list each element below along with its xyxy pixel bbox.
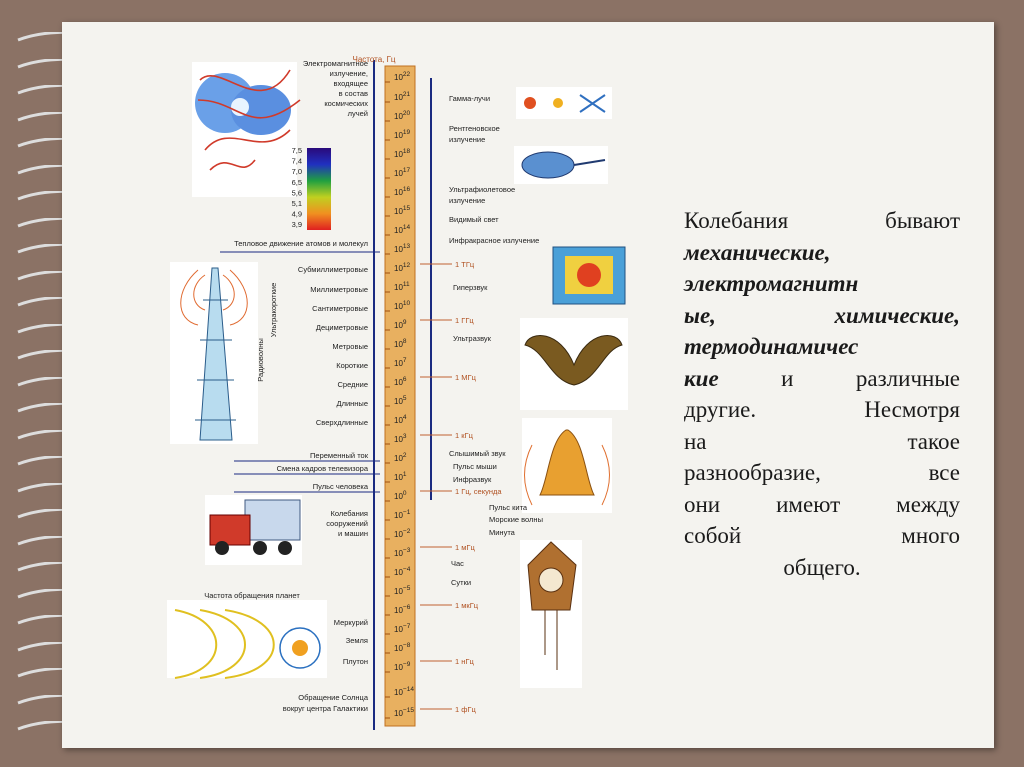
- planet-label: Земля: [345, 636, 368, 645]
- tick-label: $10^2$: [394, 452, 407, 463]
- vibration-label: сооружений: [326, 519, 368, 528]
- unit-label: 1 Гц, секунда: [455, 487, 502, 496]
- tick-label: $10^{-2}$: [394, 528, 411, 539]
- main-paragraph: [684, 205, 960, 583]
- para-line: термодинамичес: [684, 334, 859, 359]
- tick-label: $10^{15}$: [394, 205, 411, 216]
- tick-label: $10^{-6}$: [394, 604, 411, 615]
- spectrum-value: 7,0: [291, 167, 302, 177]
- right-label: Гамма-лучи: [449, 94, 491, 103]
- right-label: излучение: [449, 135, 486, 144]
- bell-illustration: [522, 418, 612, 513]
- vibration-label: и машин: [338, 529, 368, 538]
- radio-band-label: Субмиллиметровые: [297, 265, 368, 274]
- tick-label: $10^{-15}$: [394, 707, 414, 718]
- para-line: ые, химические,: [684, 302, 960, 328]
- right-label: Рентгеновское: [449, 124, 500, 133]
- spectrum-value: 5,1: [291, 199, 302, 208]
- tick-label: $10^6$: [394, 376, 407, 387]
- em-label: входящее: [333, 79, 368, 88]
- em-label: лучей: [347, 109, 368, 118]
- right-label: Гиперзвук: [453, 283, 488, 292]
- tick-label: $10^{-5}$: [394, 585, 411, 596]
- tick-label: $10^4$: [394, 414, 407, 425]
- unit-label: 1 МГц: [455, 373, 476, 382]
- xray-tube-illustration: [514, 146, 608, 184]
- right-label: Инфразвук: [453, 475, 492, 484]
- planet-label: Плутон: [342, 657, 368, 666]
- radio-band-label: Метровые: [332, 342, 368, 351]
- radio-band-label: Длинные: [336, 399, 368, 408]
- right-label: Морские волны: [489, 515, 543, 524]
- tick-label: $10^{11}$: [394, 281, 410, 292]
- unit-label: 1 мкГц: [455, 601, 479, 610]
- right-label: излучение: [449, 196, 486, 205]
- tick-label: $10^{13}$: [394, 243, 411, 254]
- em-label: в состав: [338, 89, 368, 98]
- right-label: Пульс кита: [489, 503, 528, 512]
- tick-label: $10^{20}$: [394, 110, 411, 121]
- spectrum-value: 7,5: [291, 146, 302, 155]
- para-line: собой много: [684, 523, 960, 548]
- para-line: кие и различные: [684, 365, 960, 391]
- tick-label: $10^0$: [394, 490, 407, 501]
- radio-band-label: Дециметровые: [315, 323, 368, 332]
- tick-label: $10^{18}$: [394, 148, 411, 159]
- thermal-label: Тепловое движение атомов и молекул: [234, 239, 368, 248]
- tick-label: $10^{-3}$: [394, 547, 411, 558]
- planets-orbits-illustration: [167, 600, 327, 678]
- tick-label: $10^{-9}$: [394, 661, 411, 672]
- left-label: Пульс человека: [312, 482, 368, 491]
- em-label: излучение,: [329, 69, 368, 78]
- right-label: Инфракрасное излучение: [449, 236, 540, 245]
- right-label: Пульс мыши: [453, 462, 497, 471]
- visible-spectrum-bar: [307, 148, 331, 230]
- planet-label: Меркурий: [333, 618, 368, 627]
- right-label: Минута: [489, 528, 515, 537]
- planets-title: Частота обращения планет: [204, 591, 300, 600]
- radio-band-label: Средние: [337, 380, 368, 389]
- para-line: они имеют между: [684, 491, 960, 517]
- right-label: Видимый свет: [449, 215, 499, 224]
- para-line: электромагнитн: [684, 271, 859, 296]
- tick-label: $10^{12}$: [394, 262, 411, 273]
- tick-label: $10^{-8}$: [394, 642, 411, 653]
- para-line: общего.: [783, 554, 861, 580]
- para-line: механические,: [684, 239, 831, 265]
- unit-label: 1 ГГц: [455, 316, 474, 325]
- cuckoo-clock-illustration: [520, 540, 582, 688]
- tick-label: $10^{14}$: [394, 224, 411, 235]
- tick-label: $10^{22}$: [394, 71, 411, 82]
- sun-label: Обращение Солнца: [298, 693, 368, 702]
- truck-illustration: [205, 495, 302, 565]
- para-line: разнообразие, все: [684, 460, 960, 485]
- right-label: Час: [451, 559, 464, 568]
- tick-label: $10^{-4}$: [394, 566, 411, 577]
- unit-label: 1 мГц: [455, 543, 475, 552]
- bat-illustration: [520, 318, 628, 410]
- unit-label: 1 ТГц: [455, 260, 475, 269]
- sun-label: вокруг центра Галактики: [282, 704, 368, 713]
- tick-label: $10^{19}$: [394, 129, 411, 140]
- tick-label: $10^{-1}$: [394, 509, 411, 520]
- gamma-ray-illustration: [516, 87, 612, 119]
- para-line: на такое: [684, 428, 960, 454]
- right-label: Ультрафиолетовое: [449, 185, 516, 194]
- unit-label: 1 фГц: [455, 705, 476, 714]
- axis-title: Частота, Гц: [352, 55, 396, 64]
- tick-label: $10^1$: [394, 471, 407, 482]
- uhf-vertical-label: Ультракороткие: [269, 282, 278, 338]
- tick-label: $10^{16}$: [394, 186, 411, 197]
- tick-label: $10^5$: [394, 395, 407, 406]
- left-label: Переменный ток: [310, 451, 368, 460]
- radio-band-label: Сверхдлинные: [315, 418, 368, 427]
- tick-label: $10^8$: [394, 338, 407, 349]
- em-label: космических: [324, 99, 368, 108]
- spectrum-value: 4,9: [291, 209, 302, 219]
- tick-label: $10^7$: [394, 357, 407, 368]
- radio-vertical-label: Радиоволны: [256, 338, 265, 382]
- radio-tower-illustration: [170, 262, 258, 444]
- thermal-image-illustration: [553, 247, 625, 304]
- spectrum-value: 7,4: [291, 156, 302, 166]
- tick-label: $10^{17}$: [394, 167, 411, 178]
- spectrum-value: 6,5: [291, 177, 302, 187]
- tick-label: $10^{21}$: [394, 91, 411, 102]
- radio-band-label: Сантиметровые: [312, 304, 368, 313]
- para-line: другие. Несмотря: [684, 397, 960, 422]
- unit-label: 1 кГц: [455, 431, 473, 440]
- spectrum-value: 3,9: [291, 220, 302, 230]
- right-label: Сутки: [451, 578, 472, 587]
- tick-label: $10^9$: [394, 319, 407, 330]
- right-label: Слышимый звук: [449, 449, 506, 458]
- tick-label: $10^{-14}$: [394, 686, 414, 697]
- em-label: Электромагнитное: [302, 59, 368, 68]
- tick-label: $10^{-7}$: [394, 623, 411, 634]
- cosmic-rays-illustration: [192, 62, 300, 197]
- tick-label: $10^3$: [394, 433, 407, 444]
- right-label: Ультразвук: [453, 334, 491, 343]
- vibration-label: Колебания: [330, 509, 368, 518]
- left-label: Смена кадров телевизора: [276, 464, 368, 473]
- tick-label: $10^{10}$: [394, 300, 411, 311]
- unit-label: 1 нГц: [455, 657, 474, 666]
- radio-band-label: Миллиметровые: [310, 285, 368, 294]
- para-line: Колебания бывают: [684, 208, 960, 233]
- radio-band-label: Короткие: [336, 361, 368, 370]
- spectrum-value: 5,6: [291, 188, 302, 198]
